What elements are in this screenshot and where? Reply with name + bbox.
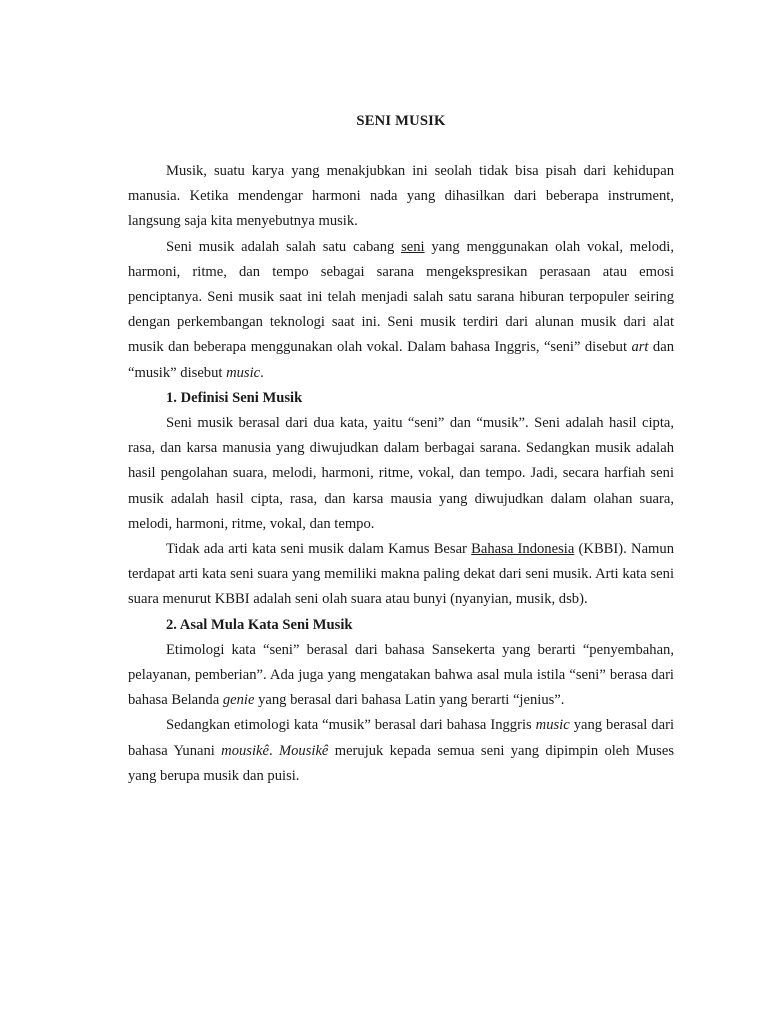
text-segment: yang menggunakan olah vokal, melodi, harmoni, ritme, dan tempo sebagai sarana mengekspresikan perasaan atau emosi penciptanya. Seni musik saat ini telah menjadi salah satu sarana hiburan terpopuler seiring dengan perkembangan teknologi saat ini. Seni musik terdiri dari alunan musik dari alat musik dan beberapa menggunakan olah vokal. Dalam bahasa Inggris, “seni” disebut (128, 238, 674, 356)
section-1-heading: 1. Definisi Seni Musik (166, 389, 303, 406)
document-body (128, 159, 674, 789)
text-segment: Seni musik adalah salah satu cabang (166, 238, 402, 255)
seni-link[interactable]: seni (401, 238, 425, 255)
text-segment: merujuk kepada semua seni yang dipimpin oleh Muses yang berupa musik dan puisi. (128, 742, 674, 784)
section-2-heading: 2. Asal Mula Kata Seni Musik (166, 616, 353, 633)
text-segment: (KBBI). Namun terdapat arti kata seni suara yang memiliki makna paling dekat dari seni musik. Arti kata seni suara menurut KBBI adalah seni olah suara atau bunyi (nyanyian, musik, dsb). (128, 541, 674, 608)
text-segment: . (260, 364, 264, 381)
intro-paragraph-1: Musik, suatu karya yang menakjubkan ini seolah tidak bisa pisah dari kehidupan manusia. Ketika mendengar harmoni nada yang dihasilkan dari beberapa instrument, langsung saja kita menyebutnya musik. (128, 163, 674, 230)
text-segment: yang berasal dari bahasa Yunani (128, 717, 674, 759)
italic-term-art: art (631, 339, 649, 356)
text-segment: dan “musik” disebut (128, 339, 674, 381)
italic-term-genie: genie (222, 692, 255, 709)
text-segment: Tidak ada arti kata seni musik dalam Kamus Besar (166, 541, 472, 558)
text-segment: yang berasal dari bahasa Latin yang berarti “jenius”. (254, 692, 565, 709)
italic-term-mousike: mousikê (221, 742, 269, 759)
document-title: SENI MUSIK (356, 113, 446, 129)
italic-term-music: music (535, 717, 570, 734)
section-2-paragraph-1 (128, 638, 674, 714)
intro-paragraph-2 (128, 235, 674, 386)
section-1-paragraph-2 (128, 537, 674, 613)
italic-term-music: music (226, 364, 261, 381)
text-segment: Sedangkan etimologi kata “musik” berasal dari bahasa Inggris (166, 717, 536, 734)
text-segment: Etimologi kata “seni” berasal dari bahasa Sansekerta yang berarti “penyembahan, pelayanan, pemberian”. Ada juga yang mengatakan bahwa asal mula istila “seni” berasa dari bahasa Belanda (128, 641, 674, 709)
section-1-paragraph-1: Seni musik berasal dari dua kata, yaitu “seni” dan “musik”. Seni adalah hasil cipta, rasa, dan karsa manusia yang diwujudkan dalam berbagai sarana. Sedangkan musik adalah hasil pengolahan suara, melodi, harmoni, ritme, vokal, dan tempo. Jadi, secara harfiah seni musik adalah hasil cipta, rasa, dan karsa mausia yang diwujudkan dalam olahan suara, melodi, harmoni, ritme, vokal, dan tempo. (128, 415, 674, 532)
bahasa-indonesia-link[interactable]: Bahasa Indonesia (471, 541, 575, 558)
section-2-paragraph-2 (128, 713, 674, 789)
text-segment: . (268, 742, 279, 759)
italic-term-mousike: Mousikê (278, 742, 329, 759)
